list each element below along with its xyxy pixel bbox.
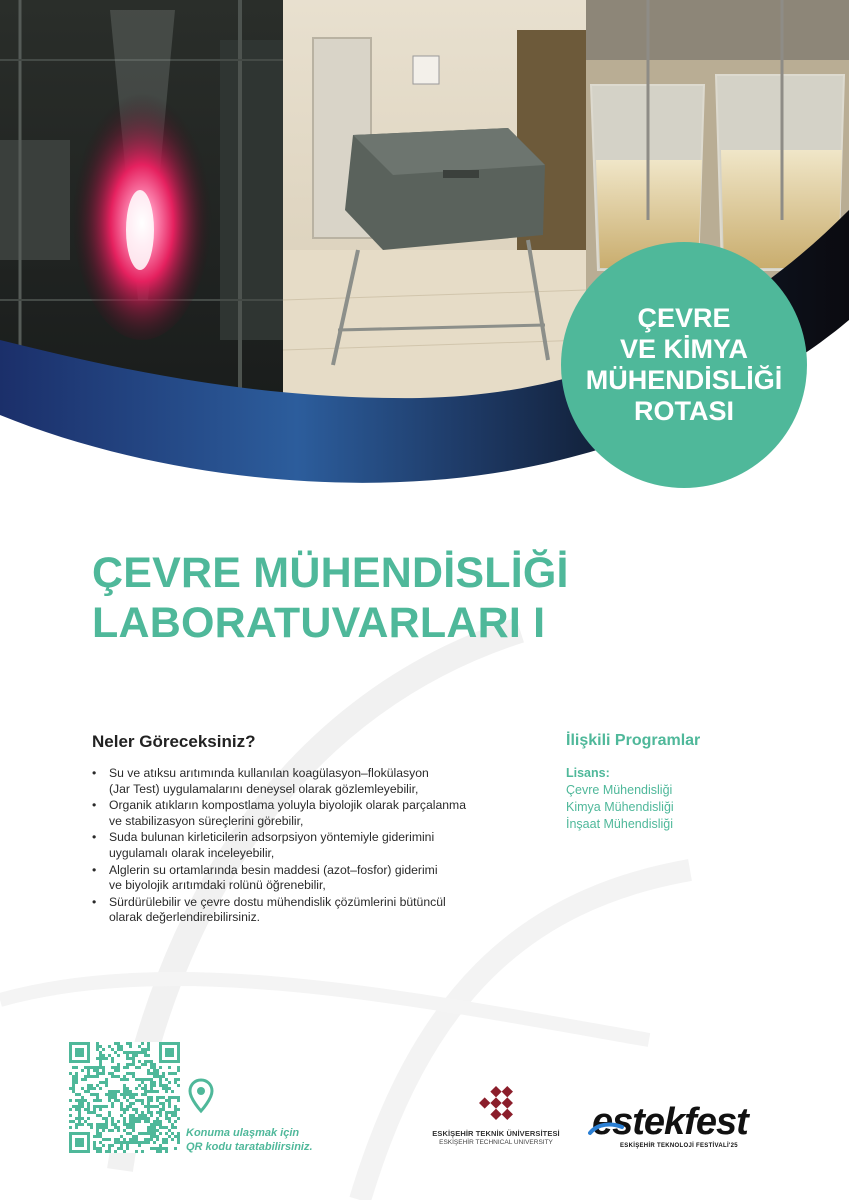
festival-wordmark: estekfest — [592, 1101, 748, 1143]
related-programs-heading: İlişkili Programlar — [566, 732, 701, 749]
swoosh-icon — [588, 1121, 624, 1137]
location-pin-icon — [188, 1078, 214, 1114]
title-line-1: ÇEVRE MÜHENDİSLİĞİ — [92, 549, 569, 597]
program-list — [566, 782, 674, 833]
list-item: • Organik atıkların kompostlama yoluyla biyolojik olarak parçalanma ve stabilizasyon süreçlerini görebilir, — [92, 798, 532, 829]
program-item: Kimya Mühendisliği — [566, 800, 674, 814]
list-item: • Suda bulunan kirleticilerin adsorpsiyon yöntemiyle giderimini uygulamalı olarak inceleyebilir, — [92, 830, 532, 861]
title-line-2: LABORATUVARLARI I — [92, 599, 546, 647]
badge-line-1: ÇEVRE — [637, 303, 731, 333]
page-title — [92, 548, 812, 648]
list-item: • Sürdürülebilir ve çevre dostu mühendislik çözümlerini bütüncül olarak değerlendirebilirsiniz. — [92, 895, 532, 926]
what-you-see-heading: Neler Göreceksiniz? — [92, 732, 256, 751]
degree-level-label: Lisans: — [566, 766, 610, 780]
university-name-en: ESKİŞEHİR TECHNICAL UNIVERSITY — [439, 1139, 553, 1146]
program-item: Çevre Mühendisliği — [566, 783, 673, 797]
university-name: ESKİŞEHİR TEKNİK ÜNİVERSİTESİ — [432, 1129, 560, 1138]
festival-subtitle: ESKİŞEHİR TEKNOLOJİ FESTİVALİ'25 — [620, 1143, 738, 1149]
badge-line-4: ROTASI — [634, 396, 734, 426]
festival-logo — [592, 1103, 792, 1149]
badge-line-2: VE KİMYA — [619, 334, 749, 364]
list-item: • Alglerin su ortamlarında besin maddesi (azot–fosfor) giderimi ve biyolojik arıtımdaki rolünü öğrenebilir, — [92, 863, 532, 894]
location-qr-code[interactable] — [69, 1042, 180, 1153]
route-badge — [561, 242, 807, 488]
estu-logo — [473, 1080, 519, 1126]
list-item: • Su ve atıksu arıtımında kullanılan koagülasyon–flokülasyon (Jar Test) uygulamalarını deneysel olarak gözlemleyebilir, — [92, 766, 532, 797]
qr-caption: Konuma ulaşmak için QR kodu taratabilirsiniz. — [186, 1127, 313, 1153]
what-you-see-list — [92, 766, 532, 927]
badge-line-3: MÜHENDİSLİĞİ — [585, 365, 783, 395]
program-item: İnşaat Mühendisliği — [566, 817, 674, 831]
university-logo — [418, 1080, 574, 1146]
